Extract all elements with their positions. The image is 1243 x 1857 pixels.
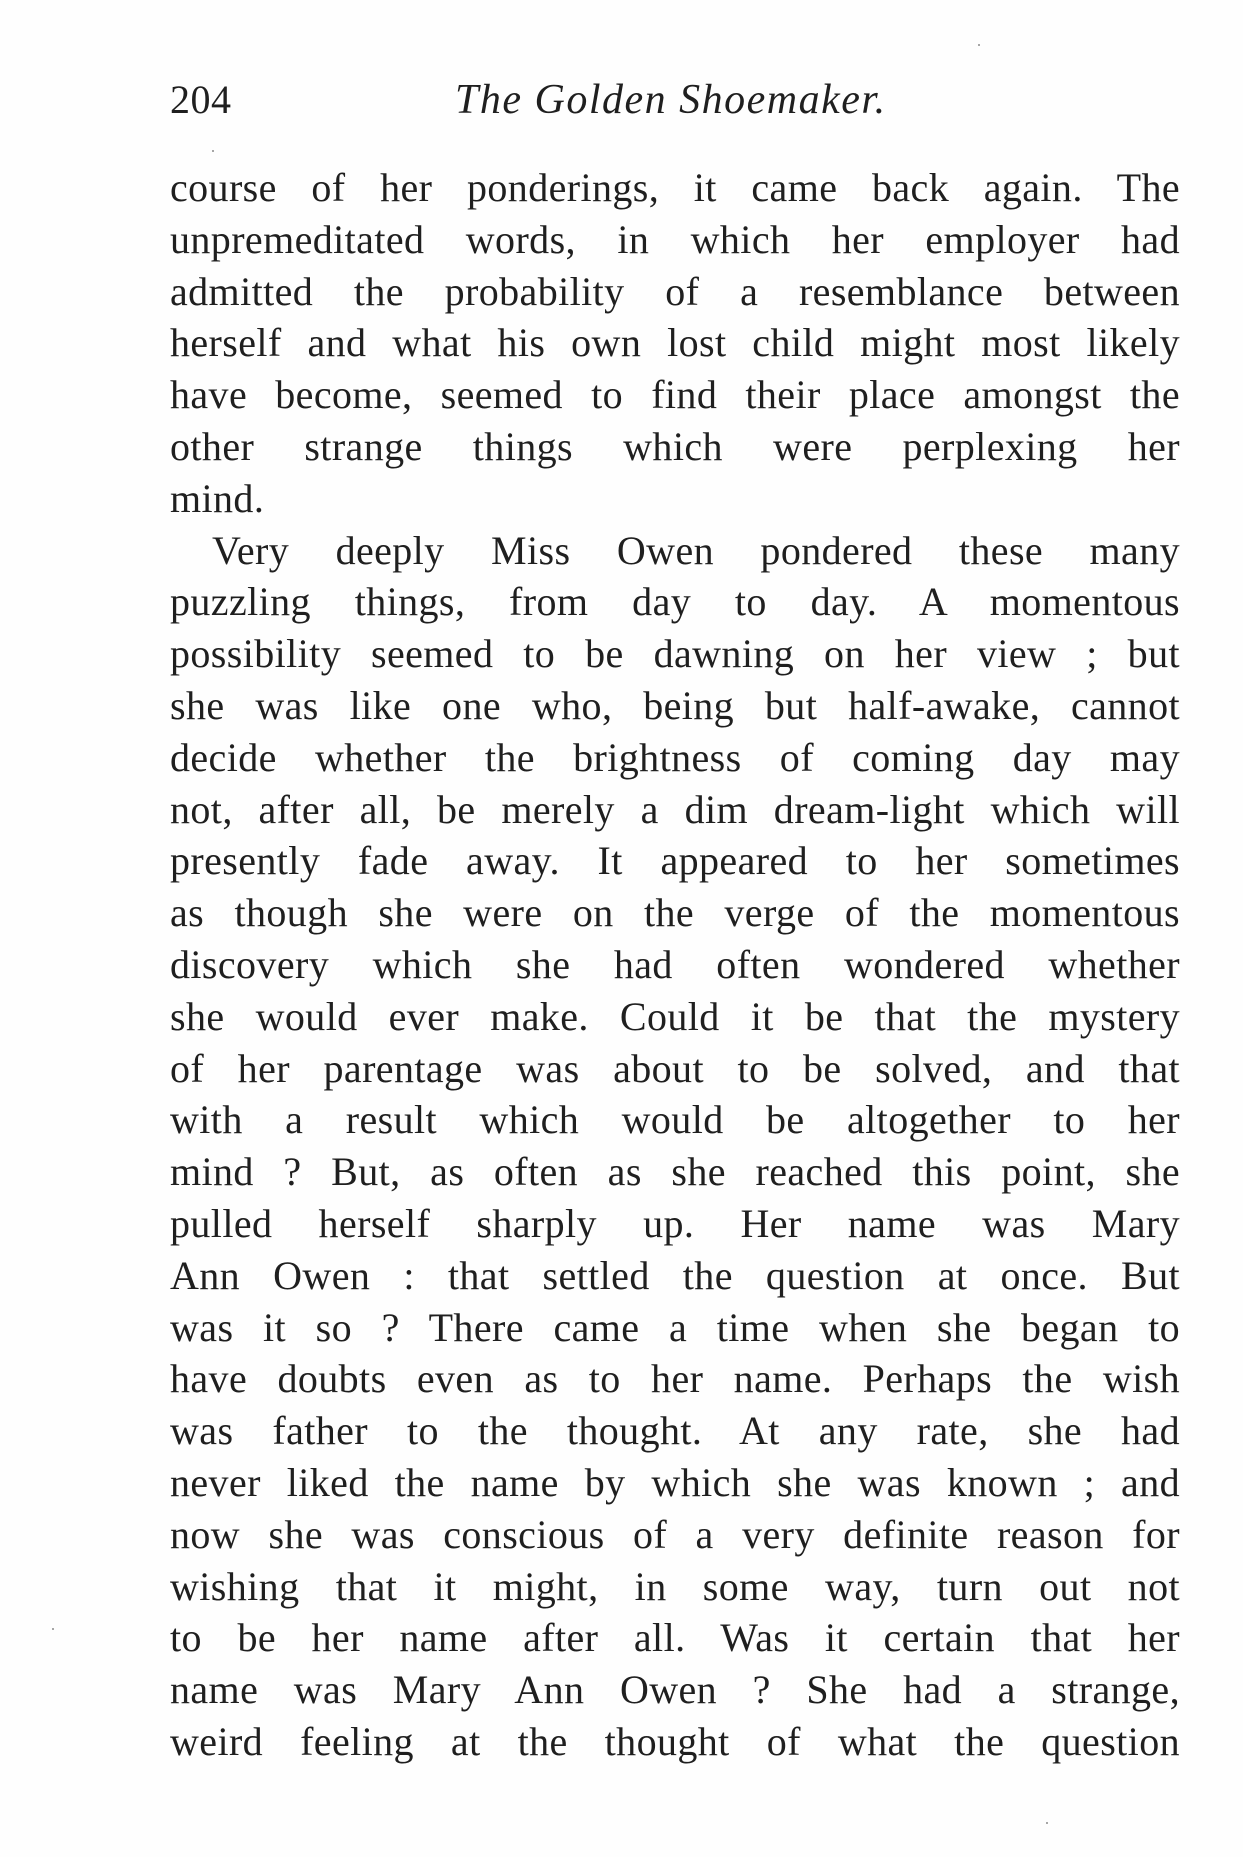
text-line: of her parentage was about to be solved, and that bbox=[170, 1045, 1180, 1091]
text-line: wishing that it might, in some way, turn out not bbox=[170, 1563, 1180, 1609]
text-line: now she was conscious of a very definite reason for bbox=[170, 1511, 1180, 1557]
text-line: course of her ponderings, it came back again. The bbox=[170, 165, 1180, 210]
text-line: puzzling things, from day to day. A momentous bbox=[170, 579, 1180, 625]
paper-speck bbox=[212, 150, 214, 152]
text-line: weird feeling at the thought of what the question bbox=[170, 1718, 1180, 1764]
text-line: with a result which would be altogether to her bbox=[170, 1097, 1180, 1143]
running-head bbox=[170, 72, 1180, 128]
text-line: to be her name after all. Was it certain that her bbox=[170, 1615, 1180, 1661]
body-text bbox=[170, 162, 1180, 1768]
text-line: Ann Owen : that settled the question at once. But bbox=[170, 1252, 1180, 1298]
paper-speck bbox=[52, 1628, 54, 1630]
text-line: not, after all, be merely a dim dream-light which will bbox=[170, 786, 1180, 832]
text-line: she was like one who, being but half-awake, cannot bbox=[170, 682, 1180, 728]
text-line: Very deeply Miss Owen pondered these many bbox=[212, 527, 1180, 573]
text-line: decide whether the brightness of coming day may bbox=[170, 734, 1180, 780]
text-line: name was Mary Ann Owen ? She had a strange, bbox=[170, 1667, 1180, 1713]
text-line: have doubts even as to her name. Perhaps the wish bbox=[170, 1356, 1180, 1402]
paragraph-1 bbox=[170, 162, 1180, 525]
text-line: never liked the name by which she was known ; and bbox=[170, 1459, 1180, 1505]
text-line: was father to the thought. At any rate, she had bbox=[170, 1408, 1180, 1454]
text-line: admitted the probability of a resemblance between bbox=[170, 268, 1180, 314]
paper-speck bbox=[1046, 1822, 1048, 1824]
paragraph-2 bbox=[170, 525, 1180, 1768]
text-line: she would ever make. Could it be that the mystery bbox=[170, 993, 1180, 1039]
text-line: other strange things which were perplexing her bbox=[170, 423, 1180, 469]
text-line: as though she were on the verge of the momentous bbox=[170, 890, 1180, 936]
running-title: The Golden Shoemaker. bbox=[455, 77, 887, 123]
page-number: 204 bbox=[170, 77, 232, 122]
text-line: was it so ? There came a time when she began to bbox=[170, 1304, 1180, 1350]
text-line: mind ? But, as often as she reached this point, she bbox=[170, 1149, 1180, 1195]
text-line: discovery which she had often wondered whether bbox=[170, 941, 1180, 987]
paper-speck bbox=[978, 44, 980, 46]
text-line: pulled herself sharply up. Her name was Mary bbox=[170, 1200, 1180, 1246]
text-line: herself and what his own lost child might most likely bbox=[170, 320, 1180, 366]
text-line: possibility seemed to be dawning on her view ; but bbox=[170, 631, 1180, 677]
text-line: mind. bbox=[170, 475, 265, 521]
text-line: have become, seemed to find their place amongst the bbox=[170, 372, 1180, 418]
text-line: presently fade away. It appeared to her sometimes bbox=[170, 838, 1180, 884]
text-line: unpremeditated words, in which her employer had bbox=[170, 216, 1180, 262]
